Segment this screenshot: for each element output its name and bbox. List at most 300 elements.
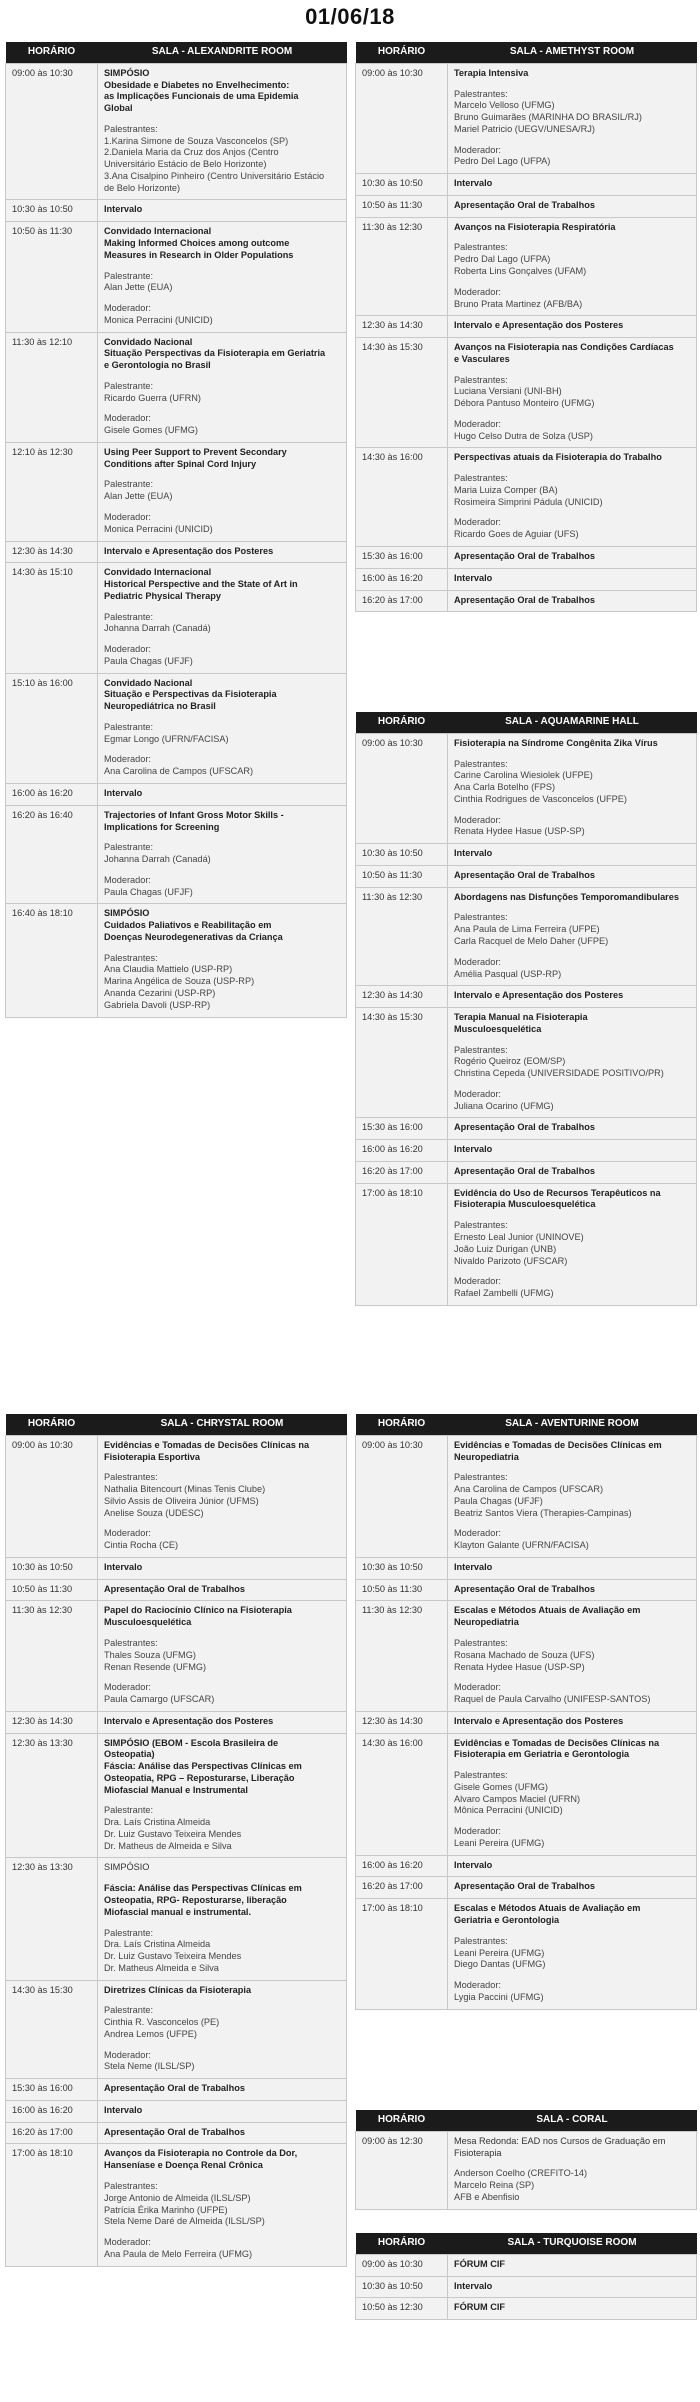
session-title — [454, 870, 691, 882]
speaker-name: Marcelo Reina (SP) — [454, 2180, 535, 2191]
speaker-name: 3.Ana Cisalpino Pinheiro (Centro Universitário Estácio — [104, 170, 325, 181]
speaker-name: Dr. Matheus de Almeida e Silva — [104, 1840, 232, 1851]
speaker-group — [104, 303, 341, 327]
session-row — [356, 1161, 697, 1183]
session-title — [104, 68, 341, 115]
speaker-name: Thales Souza (UFMG) — [104, 1649, 196, 1660]
speaker-label: Palestrantes: — [454, 242, 508, 253]
speaker-label: Palestrantes: — [454, 1220, 508, 1231]
session-title-line: Fáscia: Análise das Perspectivas Clínicas em — [104, 1761, 302, 1772]
session-row — [6, 1711, 347, 1733]
speaker-label: Moderador: — [454, 286, 501, 297]
session-time: 09:00 às 10:30 — [356, 63, 448, 173]
session-time: 12:30 às 14:30 — [356, 1711, 448, 1733]
session-title — [454, 892, 691, 904]
speaker-name: Ana Carla Botelho (FPS) — [454, 782, 556, 793]
time-column-header: HORÁRIO — [356, 2233, 448, 2254]
speaker-name: Beatriz Santos Viera (Therapies-Campinas) — [454, 1507, 632, 1518]
speaker-name: Andrea Lemos (UFPE) — [104, 2028, 197, 2039]
speaker-group — [104, 842, 341, 866]
speaker-label: Palestrantes: — [104, 1637, 158, 1648]
session-details — [98, 1733, 347, 1858]
session-title — [104, 788, 341, 800]
session-time: 10:50 às 12:30 — [356, 2298, 448, 2320]
session-details — [448, 844, 697, 866]
session-title-line: Neuropediatria — [454, 1617, 519, 1628]
time-column-header: HORÁRIO — [6, 42, 98, 63]
session-title-line: Miofascial Manual e Instrumental — [104, 1784, 248, 1795]
session-title-line: Intervalo — [454, 1144, 493, 1155]
session-title-line: Intervalo — [104, 788, 143, 799]
session-time: 16:00 às 16:20 — [356, 1855, 448, 1877]
session-time: 16:20 às 17:00 — [356, 1877, 448, 1899]
speaker-name: Klayton Galante (UFRN/FACISA) — [454, 1540, 589, 1551]
speaker-group — [104, 1928, 341, 1975]
session-title-line: Escalas e Métodos Atuais de Avaliação em — [454, 1903, 641, 1914]
session-title-line: SIMPÓSIO (EBOM - Escola Brasileira de — [104, 1737, 279, 1748]
session-title — [104, 226, 341, 261]
session-details — [448, 547, 697, 569]
session-time: 09:00 às 10:30 — [356, 733, 448, 843]
speaker-label: Moderador: — [454, 1088, 501, 1099]
speaker-name: Dr. Matheus Almeida e Silva — [104, 1962, 219, 1973]
session-details — [448, 195, 697, 217]
speaker-name: Dra. Laís Cristina Almeida — [104, 1939, 211, 1950]
speaker-group — [104, 512, 341, 536]
session-row — [6, 332, 347, 442]
speaker-label: Palestrantes: — [454, 88, 508, 99]
session-title — [454, 1903, 691, 1927]
speaker-name: Pedro Dal Lago (UFPA) — [454, 254, 551, 265]
session-title-line: Using Peer Support to Prevent Secondary — [104, 446, 287, 457]
speaker-name: Rosimeira Simprini Pádula (UNICID) — [454, 496, 603, 507]
header-row — [356, 2110, 697, 2131]
speaker-name: Ana Carolina de Campos (UFSCAR) — [454, 1484, 604, 1495]
session-title-line: SIMPÓSIO — [104, 908, 150, 919]
speaker-name: Hugo Celso Dutra de Solza (USP) — [454, 430, 593, 441]
session-details — [448, 887, 697, 986]
speaker-group — [454, 1528, 691, 1552]
session-title-line: Doenças Neurodegenerativas da Criança — [104, 931, 283, 942]
session-time: 14:30 às 15:30 — [356, 338, 448, 448]
speaker-group — [104, 271, 341, 295]
session-title — [104, 546, 341, 558]
speaker-label: Palestrante: — [104, 380, 154, 391]
session-time: 11:30 às 12:30 — [356, 217, 448, 316]
speaker-group — [454, 375, 691, 410]
session-row — [356, 1899, 697, 2009]
session-title-line: FÓRUM CIF — [454, 2302, 506, 2313]
session-row — [356, 986, 697, 1008]
session-title-line: Historical Perspective and the State of Art in — [104, 579, 298, 590]
session-title-line: Intervalo — [454, 2280, 493, 2291]
speaker-name: Dra. Laís Cristina Almeida — [104, 1817, 211, 1828]
session-row — [356, 865, 697, 887]
session-time: 09:00 às 10:30 — [356, 2254, 448, 2276]
session-row — [356, 1733, 697, 1855]
speaker-label: Palestrantes: — [454, 1044, 508, 1055]
speaker-label: Moderador: — [104, 303, 151, 314]
session-row — [356, 1579, 697, 1601]
session-details — [448, 568, 697, 590]
speaker-name: Juliana Ocarino (UFMG) — [454, 1100, 554, 1111]
session-title — [454, 200, 691, 212]
speaker-name: Bruno Guimarães (MARINHA DO BRASIL/RJ) — [454, 112, 642, 123]
session-time: 16:20 às 16:40 — [6, 805, 98, 904]
session-title-line: Osteopatia, RPG- Reposturarse, liberação — [104, 1895, 287, 1905]
session-row — [356, 195, 697, 217]
session-title-line: Fáscia: Análise das Perspectivas Clínicas em — [104, 1883, 302, 1894]
session-title-line: Fisioterapia Musculoesquelética — [454, 1199, 596, 1210]
session-title-line: Hanseníase e Doença Renal Crônica — [104, 2160, 263, 2171]
session-row — [6, 784, 347, 806]
session-time: 10:50 às 11:30 — [6, 222, 98, 332]
room-name: SALA - AQUAMARINE HALL — [448, 712, 697, 733]
session-title — [104, 2148, 341, 2172]
session-time: 12:30 às 14:30 — [6, 541, 98, 563]
session-title-line: Apresentação Oral de Trabalhos — [104, 2083, 245, 2094]
speaker-label: Palestrantes: — [104, 1472, 158, 1483]
session-details — [98, 784, 347, 806]
speaker-group — [104, 953, 341, 1012]
session-title — [104, 204, 341, 216]
speaker-label: Palestrante: — [104, 842, 154, 853]
session-title-line: Conditions after Spinal Cord Injury — [104, 458, 257, 469]
speaker-label: Palestrantes: — [454, 1935, 508, 1946]
speaker-label: Palestrantes: — [454, 1472, 508, 1483]
room-name: SALA - AMETHYST ROOM — [448, 42, 697, 63]
session-details — [448, 1118, 697, 1140]
session-details — [448, 1711, 697, 1733]
session-details — [448, 1855, 697, 1877]
speaker-label: Palestrante: — [104, 1805, 154, 1816]
session-row — [6, 1557, 347, 1579]
session-row — [6, 1435, 347, 1557]
speaker-name: Rafael Zambelli (UFMG) — [454, 1288, 554, 1299]
session-title-line: Neuropediatria — [454, 1451, 519, 1462]
session-title — [454, 2259, 691, 2271]
speaker-name: Rosana Machado de Souza (UFS) — [454, 1649, 595, 1660]
session-details — [98, 2100, 347, 2122]
session-title-line: Evidência do Uso de Recursos Terapêuticos na — [454, 1187, 661, 1198]
speaker-label: Palestrantes: — [104, 952, 158, 963]
session-time: 14:30 às 16:00 — [356, 448, 448, 547]
session-title-line: Convidado Nacional — [104, 336, 193, 347]
speaker-label: Palestrantes: — [104, 2181, 158, 2192]
session-title — [104, 447, 341, 471]
speaker-name: Paula Chagas (UFJF) — [104, 655, 193, 666]
session-row — [6, 200, 347, 222]
speaker-group — [454, 287, 691, 311]
header-row — [6, 42, 347, 63]
speaker-label: Moderador: — [454, 814, 501, 825]
session-details — [448, 1899, 697, 2009]
speaker-name: Johanna Darrah (Canadá) — [104, 623, 211, 634]
speaker-group — [454, 419, 691, 443]
session-time: 10:50 às 11:30 — [356, 1579, 448, 1601]
speaker-group — [454, 1980, 691, 2004]
speaker-group — [104, 612, 341, 636]
session-title — [454, 1584, 691, 1596]
schedule-table — [355, 712, 697, 1306]
session-row — [356, 1140, 697, 1162]
speaker-label: Palestrantes: — [454, 1637, 508, 1648]
session-time: 15:30 às 16:00 — [356, 547, 448, 569]
session-row — [356, 174, 697, 196]
speaker-label: Palestrante: — [104, 2005, 154, 2016]
session-title — [104, 2105, 341, 2117]
session-title — [104, 908, 341, 943]
speaker-group — [454, 145, 691, 169]
session-title — [454, 1562, 691, 1574]
session-details — [98, 442, 347, 541]
schedule-table — [355, 42, 697, 612]
session-title-line: Miofascial manual e instrumental. — [104, 1906, 252, 1917]
header-row — [356, 42, 697, 63]
session-title — [454, 1860, 691, 1872]
speaker-label: Moderador: — [104, 754, 151, 765]
session-row — [356, 1008, 697, 1118]
speaker-label: Moderador: — [454, 517, 501, 528]
session-time: 10:30 às 10:50 — [6, 200, 98, 222]
session-details — [98, 332, 347, 442]
speaker-label: Palestrantes: — [454, 758, 508, 769]
speaker-name: Alvaro Campos Maciel (UFRN) — [454, 1793, 581, 1804]
session-title-line: Apresentação Oral de Trabalhos — [454, 199, 595, 210]
speaker-label: Moderador: — [454, 1276, 501, 1287]
session-title — [454, 1881, 691, 1893]
session-title-line: as Implicações Funcionais de uma Epidemia — [104, 91, 299, 102]
speaker-name: Marcelo Velloso (UFMG) — [454, 100, 555, 111]
schedule-table — [5, 1414, 347, 2267]
session-title-line: Intervalo e Apresentação dos Posteres — [104, 1715, 274, 1726]
header-row — [356, 712, 697, 733]
session-title-line: Global — [104, 103, 133, 114]
speaker-name: Ricardo Guerra (UFRN) — [104, 392, 201, 403]
session-details — [98, 1579, 347, 1601]
speaker-name: Stela Neme (ILSL/SP) — [104, 2061, 195, 2072]
speaker-label: Moderador: — [454, 956, 501, 967]
speaker-label: Moderador: — [454, 418, 501, 429]
session-row — [356, 2276, 697, 2298]
speaker-name: Cintia Rocha (CE) — [104, 1540, 179, 1551]
session-details — [448, 2276, 697, 2298]
session-title-line: Abordagens nas Disfunções Temporomandibulares — [454, 891, 679, 902]
speaker-name: Gabriela Davoli (USP-RP) — [104, 999, 211, 1010]
speaker-name: Dr. Luiz Gustavo Teixeira Mendes — [104, 1951, 242, 1962]
session-details — [448, 986, 697, 1008]
session-title-line: Terapia Intensiva — [454, 67, 529, 78]
session-title — [454, 222, 691, 234]
session-title-line: Diretrizes Clínicas da Fisioterapia — [104, 1984, 252, 1995]
session-row — [356, 1601, 697, 1711]
session-title — [104, 810, 341, 834]
session-details — [448, 1733, 697, 1855]
session-details — [448, 63, 697, 173]
speaker-name: João Luiz Durigan (UNB) — [454, 1243, 557, 1254]
session-row — [356, 448, 697, 547]
room-table — [355, 2233, 697, 2320]
time-column-header: HORÁRIO — [356, 42, 448, 63]
speaker-label: Palestrantes: — [454, 1770, 508, 1781]
session-time: 10:30 às 10:50 — [356, 174, 448, 196]
session-row — [6, 1579, 347, 1601]
session-details — [448, 174, 697, 196]
speaker-name: Nathalia Bitencourt (Minas Tenis Clube) — [104, 1484, 266, 1495]
session-details — [98, 2144, 347, 2266]
session-time: 10:50 às 11:30 — [356, 865, 448, 887]
session-time: 14:30 às 16:00 — [356, 1733, 448, 1855]
session-time: 11:30 às 12:10 — [6, 332, 98, 442]
session-row — [356, 2131, 697, 2209]
session-title-line: Musculoesquelética — [454, 1023, 542, 1034]
header-row — [6, 1414, 347, 1435]
session-time: 12:30 às 14:30 — [6, 1711, 98, 1733]
speaker-group — [454, 1276, 691, 1300]
speaker-group — [104, 413, 341, 437]
speaker-label: Moderador: — [454, 1682, 501, 1693]
session-row — [356, 63, 697, 173]
speaker-name: Carine Carolina Wiesiolek (UFPE) — [454, 770, 593, 781]
speaker-name: Cinthia Rodrigues de Vasconcelos (UFPE) — [454, 793, 627, 804]
session-row — [6, 63, 347, 200]
session-title — [454, 1188, 691, 1212]
session-row — [356, 338, 697, 448]
session-title — [454, 342, 691, 366]
speaker-name: Leani Pereira (UFMG) — [454, 1947, 545, 1958]
session-row — [6, 904, 347, 1017]
session-title — [454, 738, 691, 750]
session-time: 14:30 às 15:10 — [6, 563, 98, 673]
session-title — [104, 1883, 341, 1918]
session-row — [6, 2079, 347, 2101]
speaker-group — [104, 124, 341, 195]
session-title-line: Neuropediátrica no Brasil — [104, 701, 216, 712]
session-details — [448, 1877, 697, 1899]
session-time: 12:30 às 13:30 — [6, 1858, 98, 1980]
session-row — [6, 442, 347, 541]
speaker-group — [454, 89, 691, 136]
speaker-name: Anelise Souza (UDESC) — [104, 1507, 204, 1518]
session-title — [454, 573, 691, 585]
speaker-group — [104, 2050, 341, 2074]
schedule-table — [5, 42, 347, 1018]
speaker-group — [454, 242, 691, 277]
session-title-line: Geriatria e Gerontologia — [454, 1915, 560, 1925]
session-details — [448, 1579, 697, 1601]
session-title-line: Convidado Internacional — [104, 567, 212, 578]
room-name: SALA - ALEXANDRITE ROOM — [98, 42, 347, 63]
session-row — [356, 547, 697, 569]
speaker-group — [104, 381, 341, 405]
session-time: 10:50 às 11:30 — [6, 1579, 98, 1601]
session-time: 17:00 às 18:10 — [356, 1183, 448, 1305]
speaker-name: Débora Pantuso Monteiro (UFMG) — [454, 398, 595, 409]
session-title-line: Intervalo e Apresentação dos Posteres — [104, 545, 274, 556]
session-row — [356, 2254, 697, 2276]
schedule-table — [355, 2233, 697, 2320]
speaker-group — [454, 2168, 691, 2203]
session-time: 16:00 às 16:20 — [356, 568, 448, 590]
speaker-group — [104, 479, 341, 503]
session-title — [454, 990, 691, 1002]
speaker-group — [454, 1770, 691, 1817]
speaker-group — [454, 815, 691, 839]
session-row — [356, 733, 697, 843]
session-row — [6, 563, 347, 673]
speaker-name: Pedro Del Lago (UFPA) — [454, 156, 551, 167]
session-title — [454, 68, 691, 80]
speaker-name: Ananda Cezarini (USP-RP) — [104, 987, 216, 998]
session-row — [6, 2122, 347, 2144]
session-title-line: Fisioterapia na Síndrome Congênita Zika Vírus — [454, 737, 658, 748]
session-row — [356, 844, 697, 866]
speaker-name: Ricardo Goes de Aguiar (UFS) — [454, 529, 579, 540]
session-title — [454, 595, 691, 607]
speaker-name: Lygia Paccini (UFMG) — [454, 1991, 544, 2002]
time-column-header: HORÁRIO — [356, 1414, 448, 1435]
session-details — [98, 805, 347, 904]
speaker-label: Moderador: — [104, 2049, 151, 2060]
room-table — [5, 1414, 347, 2267]
session-title-line: Situação e Perspectivas da Fisioterapia — [104, 689, 277, 700]
time-column-header: HORÁRIO — [356, 2110, 448, 2131]
speaker-label: Moderador: — [104, 1528, 151, 1539]
page-title: 01/06/18 — [305, 4, 395, 29]
session-row — [356, 1711, 697, 1733]
session-time: 10:30 às 10:50 — [356, 1557, 448, 1579]
session-title — [454, 2281, 691, 2293]
session-title — [104, 2083, 341, 2095]
session-title — [104, 1716, 341, 1728]
session-title — [454, 452, 691, 464]
session-title — [104, 1440, 341, 1464]
speaker-group — [104, 1682, 341, 1706]
session-title-line: Apresentação Oral de Trabalhos — [454, 594, 595, 605]
session-row — [356, 1557, 697, 1579]
session-title-line: Intervalo — [454, 572, 493, 583]
speaker-group — [104, 644, 341, 668]
session-title-line: Papel do Raciocínio Clínico na Fisioterapia — [104, 1605, 292, 1616]
session-title — [104, 337, 341, 372]
session-time: 11:30 às 12:30 — [6, 1601, 98, 1711]
session-title-line: Situação Perspectivas da Fisioterapia em Geriatria — [104, 348, 326, 359]
time-column-header: HORÁRIO — [356, 712, 448, 733]
session-title-line: Intervalo — [104, 204, 143, 215]
session-title-line: Fisioterapia em Geriatria e Gerontologia — [454, 1749, 630, 1760]
session-details — [448, 1435, 697, 1557]
session-title-line: Pediatric Physical Therapy — [104, 590, 221, 601]
header-row — [356, 1414, 697, 1435]
session-title — [104, 1738, 341, 1797]
session-title-line: Convidado Internacional — [104, 226, 212, 237]
room-table — [355, 712, 697, 1306]
speaker-name: Mônica Perracini (UNICID) — [454, 1805, 563, 1816]
session-title-line: Apresentação Oral de Trabalhos — [454, 551, 595, 561]
session-details — [448, 733, 697, 843]
speaker-name: Dr. Luiz Gustavo Teixeira Mendes — [104, 1828, 242, 1839]
session-row — [356, 1877, 697, 1899]
speaker-name: Anderson Coelho (CREFITO-14) — [454, 2168, 588, 2179]
speaker-name: de Belo Horizonte) — [104, 182, 181, 193]
session-time: 16:20 às 17:00 — [356, 1161, 448, 1183]
speaker-name: Mariel Patricio (UEGV/UNESA/RJ) — [454, 123, 595, 134]
session-title — [454, 1012, 691, 1036]
session-title-line: Measures in Research in Older Populations — [104, 249, 294, 260]
session-time: 14:30 às 15:30 — [6, 1980, 98, 2079]
session-time: 14:30 às 15:30 — [356, 1008, 448, 1118]
speaker-label: Moderador: — [454, 1528, 501, 1539]
